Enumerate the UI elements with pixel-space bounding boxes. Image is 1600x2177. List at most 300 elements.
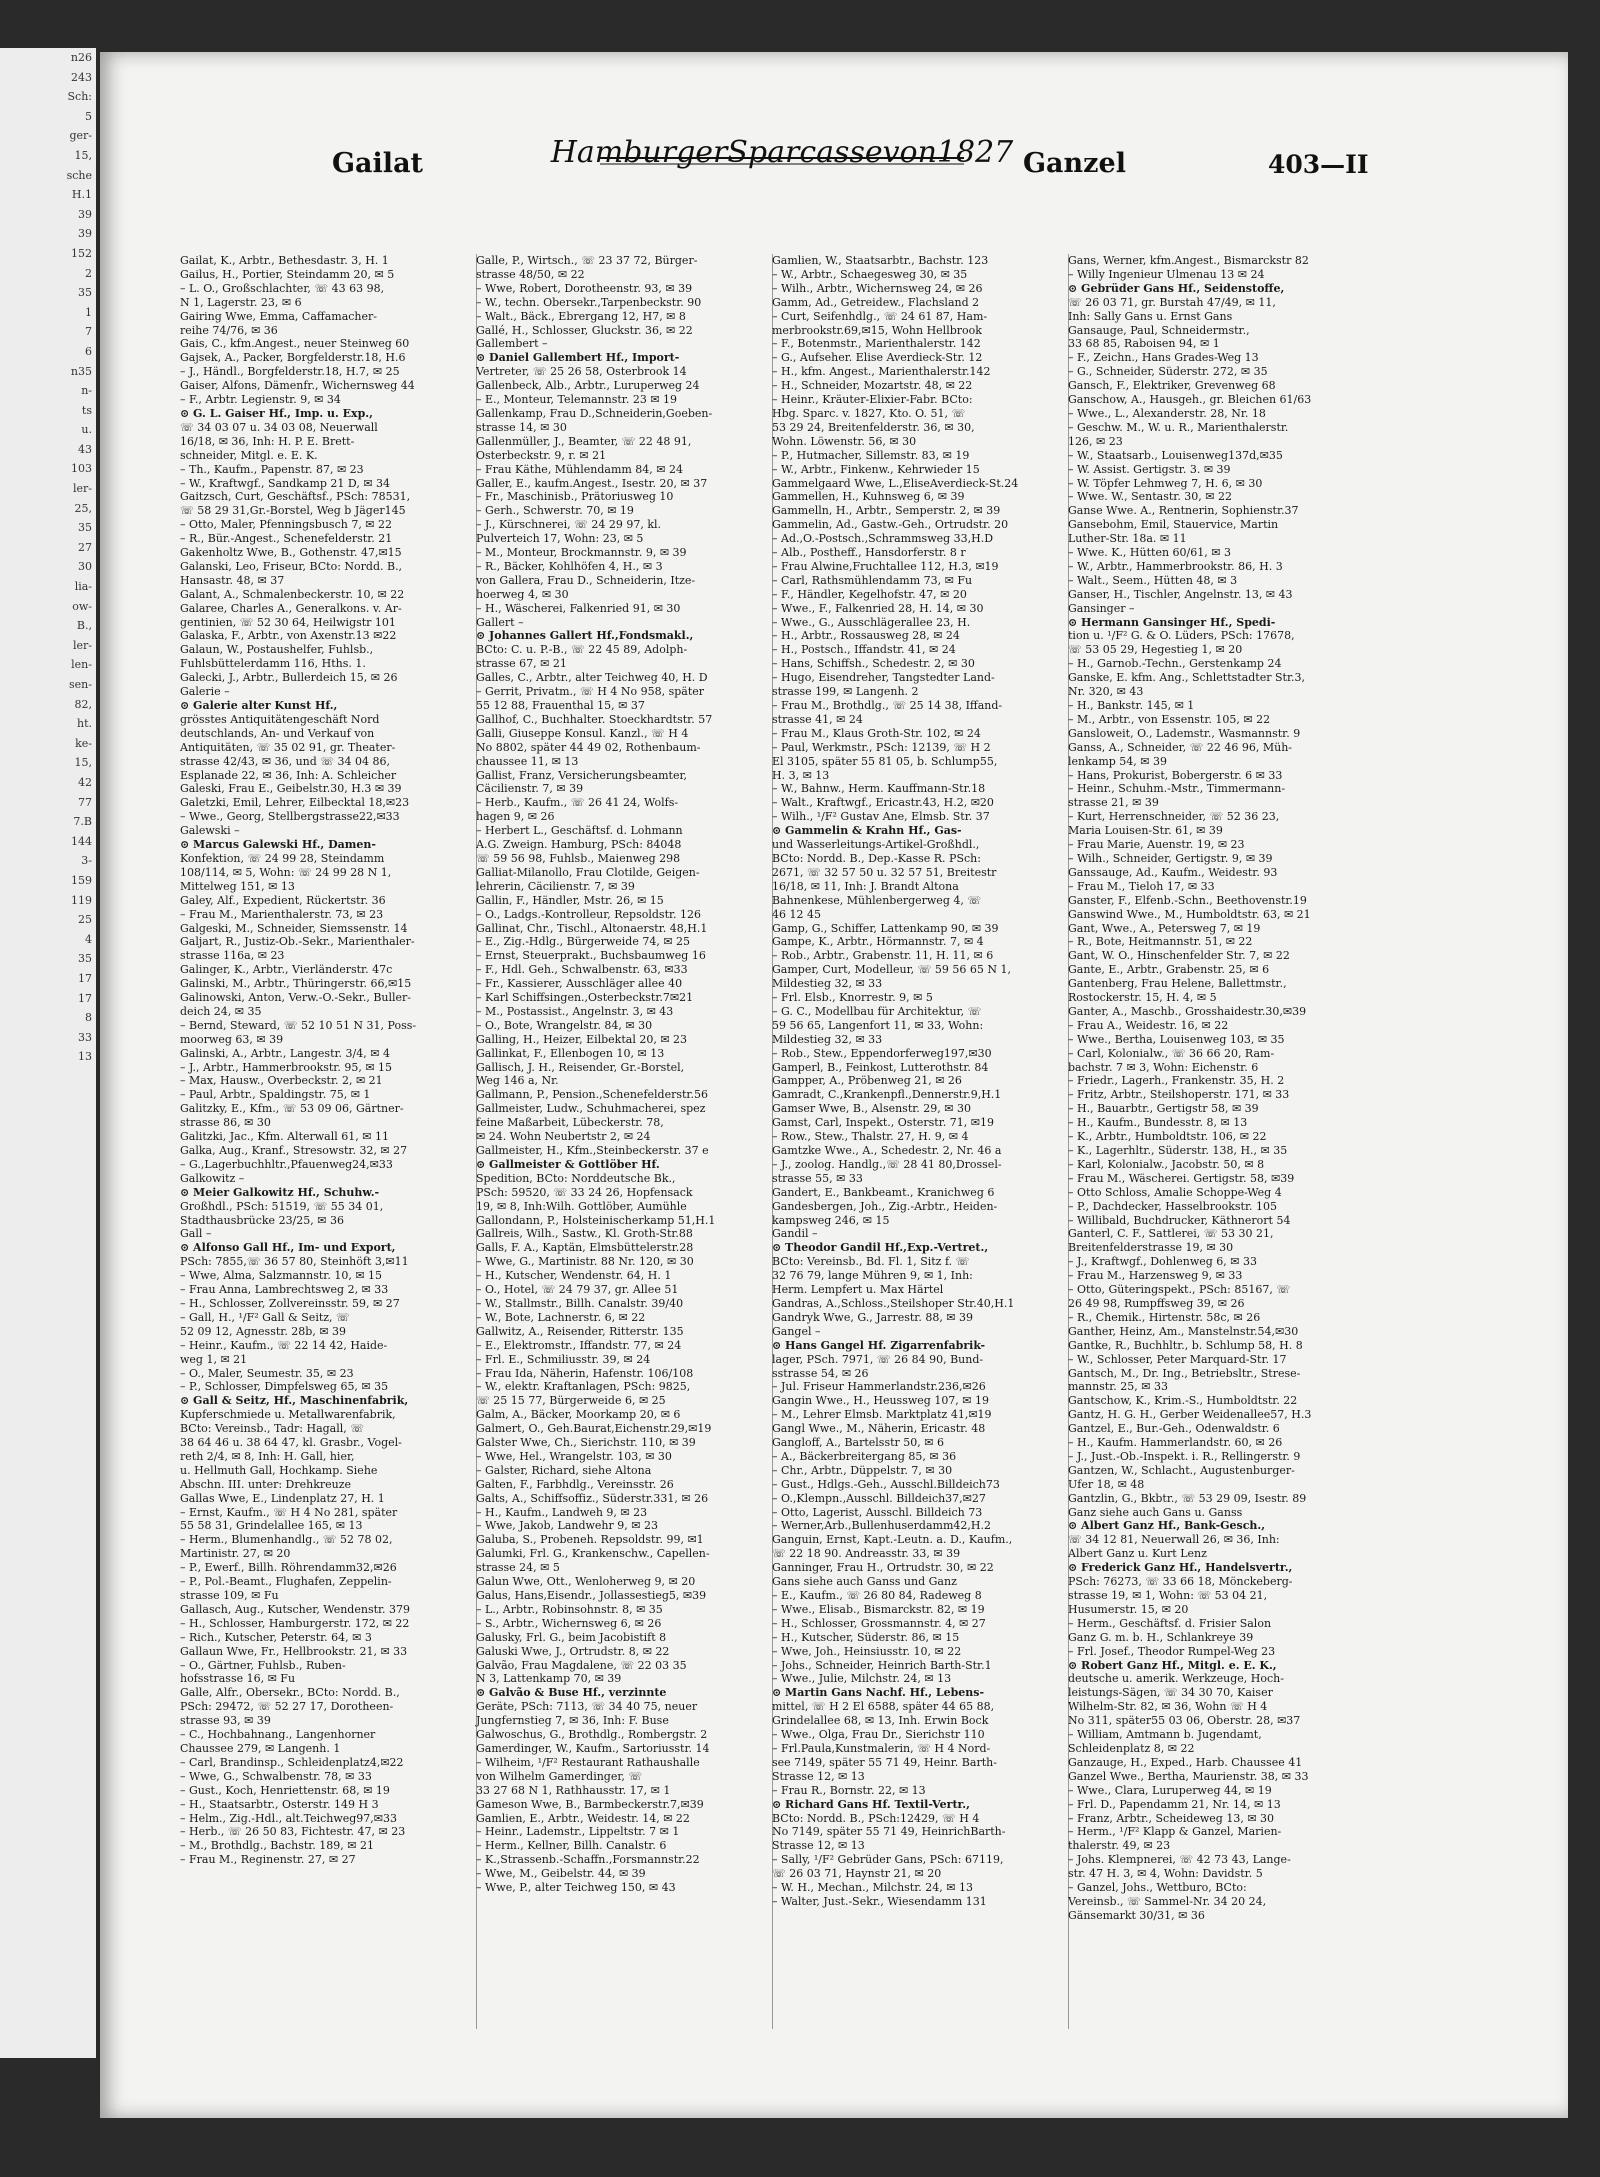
directory-entry-line: Galster Wwe, Ch., Sierichstr. 110, ✉ 39 bbox=[476, 1436, 696, 1450]
directory-entry-line: Gantzlin, G., Bkbtr., ☏ 53 29 09, Isestr. 89 bbox=[1068, 1491, 1307, 1505]
directory-entry-line: – Row., Stew., Thalstr. 27, H. 9, ✉ 4 bbox=[772, 1130, 969, 1144]
directory-entry-line: – Frl. E., Schmiliusstr. 39, ✉ 24 bbox=[476, 1352, 651, 1366]
directory-entry-line: – J., Händl., Borgfelderstr.18, H.7, ✉ 25 bbox=[180, 365, 400, 379]
directory-entry-line: Konfektion, ☏ 24 99 28, Steindamm bbox=[180, 851, 385, 865]
directory-entry-line: leistungs-Sägen, ☏ 34 30 70, Kaiser bbox=[1068, 1686, 1273, 1700]
directory-entry-line: Gamm, Ad., Getreidew., Flachsland 2 bbox=[772, 295, 980, 309]
directory-entry-line: H. 3, ✉ 13 bbox=[772, 768, 830, 782]
directory-entry-line: Galling, H., Heizer, Eilbektal 20, ✉ 23 bbox=[476, 1032, 688, 1046]
directory-entry-line: Gansebohm, Emil, Stauervice, Martin bbox=[1068, 518, 1279, 532]
header-left-word: Gailat bbox=[332, 148, 424, 179]
directory-entry-line: strasse 67, ✉ 21 bbox=[476, 657, 567, 671]
directory-entry-line: – O., Maler, Seumestr. 35, ✉ 23 bbox=[180, 1366, 354, 1380]
directory-entry-line: – Wwe., Elisab., Bismarckstr. 82, ✉ 19 bbox=[772, 1602, 985, 1616]
directory-entry-line: Ganster, F., Elfenb.-Schn., Beethovenstr.19 bbox=[1068, 893, 1307, 907]
directory-entry-line: – Alb., Postheff., Hansdorferstr. 8 r bbox=[772, 546, 966, 560]
directory-entry-line: – F., Händler, Kegelhofstr. 47, ✉ 20 bbox=[772, 587, 967, 601]
fragment-text: 15, bbox=[74, 756, 92, 770]
directory-entry-line: strasse 21, ✉ 39 bbox=[1068, 796, 1159, 810]
directory-entry-line: – Wilh., Arbtr., Wichernsweg 24, ✉ 26 bbox=[772, 281, 983, 295]
directory-entry-line: Jungfernstieg 7, ✉ 36, Inh: F. Buse bbox=[476, 1714, 669, 1728]
directory-entry-line: ☏ 26 03 71, Haynstr 21, ✉ 20 bbox=[772, 1867, 942, 1881]
directory-entry-line: Galey, Alf., Expedient, Rückertstr. 36 bbox=[180, 893, 386, 907]
directory-entry-line: – O., Ladgs.-Kontrolleur, Repsoldstr. 126 bbox=[476, 907, 702, 921]
directory-entry-line: hoerweg 4, ✉ 30 bbox=[476, 587, 569, 601]
directory-entry-line: Galles, C., Arbtr., alter Teichweg 40, H. D bbox=[476, 671, 708, 685]
directory-entry-line: – Fritz, Arbtr., Steilshoperstr. 171, ✉ 33 bbox=[1068, 1088, 1290, 1102]
directory-entry-line: Weg 146 a, Nr. bbox=[476, 1074, 559, 1088]
page-header bbox=[100, 118, 1540, 198]
directory-entry-line: – H., Postsch., Iffandstr. 41, ✉ 24 bbox=[772, 643, 956, 657]
directory-entry-line: – Frau Alwine,Fruchtallee 112, H.3, ✉19 bbox=[772, 559, 999, 573]
directory-entry-line: Gallembert – bbox=[476, 337, 548, 351]
directory-entry-line: – J., Arbtr., Hammerbrookstr. 95, ✉ 15 bbox=[180, 1060, 393, 1074]
directory-entry-line: Galle, P., Wirtsch., ☏ 23 37 72, Bürger- bbox=[476, 254, 698, 267]
directory-entry-line: Galts, A., Schiffsoffiz., Süderstr.331, ✉ 26 bbox=[476, 1491, 709, 1505]
directory-entry-line: merbrookstr.69,✉15, Wohn Hellbrook bbox=[772, 323, 982, 337]
directory-entry-line: 33 27 68 N 1, Rathhausstr. 17, ✉ 1 bbox=[476, 1783, 671, 1797]
directory-entry-line: – W., Bote, Lachnerstr. 6, ✉ 22 bbox=[476, 1310, 646, 1324]
directory-entry-line: Hbg. Sparc. v. 1827, Kto. O. 51, ☏ bbox=[772, 406, 966, 420]
directory-entry-line: Husumerstr. 15, ✉ 20 bbox=[1068, 1602, 1189, 1616]
directory-entry-line: strasse 93, ✉ 39 bbox=[180, 1714, 271, 1728]
directory-entry-line: deutsche u. amerik. Werkzeuge, Hoch- bbox=[1068, 1672, 1284, 1686]
directory-entry-line: Gant, W. O., Hinschenfelder Str. 7, ✉ 22 bbox=[1068, 949, 1290, 963]
column-3 bbox=[772, 254, 1068, 2034]
directory-entry-line: – Frau M., Harzensweg 9, ✉ 33 bbox=[1068, 1269, 1243, 1283]
directory-entry-line: strasse 199, ✉ Langenh. 2 bbox=[772, 685, 919, 699]
directory-entry-line: – Paul, Werkmstr., PSch: 12139, ☏ H 2 bbox=[772, 740, 991, 754]
directory-entry-line: Gamper, Curt, Modelleur, ☏ 59 56 65 N 1, bbox=[772, 963, 1012, 977]
directory-entry-line: 52 09 12, Agnesstr. 28b, ✉ 39 bbox=[180, 1324, 347, 1338]
directory-entry-line: – Carl, Brandinsp., Schleidenplatz4,✉22 bbox=[180, 1755, 404, 1769]
directory-entry-line: Ganzel Wwe., Bertha, Maurienstr. 38, ✉ 33 bbox=[1068, 1769, 1309, 1783]
directory-entry-line: – W., Arbtr., Finkenw., Kehrwieder 15 bbox=[772, 462, 980, 476]
directory-entry-line: BCto: Vereinsb., Bd. Fl. 1, Sitz f. ☏ bbox=[772, 1255, 970, 1269]
directory-entry-line: – Walter, Just.-Sekr., Wiesendamm 131 bbox=[772, 1894, 987, 1908]
directory-entry-line: – O., Gärtner, Fuhlsb., Ruben- bbox=[180, 1658, 346, 1672]
directory-entry-line: Breitenfelderstrasse 19, ✉ 30 bbox=[1068, 1241, 1234, 1255]
directory-entry-line: Wohn. Löwenstr. 56, ✉ 30 bbox=[772, 434, 917, 448]
directory-entry-line: – G., Aufseher. Elise Averdieck-Str. 12 bbox=[772, 351, 983, 365]
fragment-text: ts bbox=[81, 403, 92, 417]
directory-entry-line: – Heinr., Lademstr., Lippeltstr. 7 ✉ 1 bbox=[476, 1825, 680, 1839]
directory-entry-line: Galeski, Frau E., Geibelstr.30, H.3 ✉ 39 bbox=[180, 782, 402, 796]
directory-entry-line: Gandryk Wwe, G., Jarrestr. 88, ✉ 39 bbox=[772, 1310, 974, 1324]
directory-entry-line: Maria Louisen-Str. 61, ✉ 39 bbox=[1068, 824, 1223, 838]
directory-entry-line: – Geschw. M., W. u. R., Marienthalerstr. bbox=[1068, 420, 1289, 434]
directory-entry-line: Bahnenkese, Mühlenbergerweg 4, ☏ bbox=[772, 893, 982, 907]
directory-entry-line: Albert Ganz u. Kurt Lenz bbox=[1068, 1547, 1207, 1561]
directory-entry-line: Gallhof, C., Buchhalter. Stoeckhardtstr. 57 bbox=[476, 712, 713, 726]
directory-entry-line: Gandil – bbox=[772, 1227, 818, 1241]
directory-entry-line: feine Maßarbeit, Lübeckerstr. 78, bbox=[476, 1116, 664, 1130]
directory-entry-line: – R., Chemik., Hirtenstr. 58c, ✉ 26 bbox=[1068, 1310, 1261, 1324]
directory-entry-line: – Ad.,O.-Postsch.,Schrammsweg 33,H.D bbox=[772, 532, 994, 546]
directory-entry-line: – Wilheim, ¹/F² Restaurant Rathaushalle bbox=[476, 1755, 700, 1769]
directory-entry-line: – R., Bäcker, Kohlhöfen 4, H., ✉ 3 bbox=[476, 559, 663, 573]
directory-entry-line: No 8802, später 44 49 02, Rothenbaum- bbox=[476, 740, 701, 754]
directory-entry-line: – Fr., Kassierer, Ausschläger allee 40 bbox=[476, 977, 683, 991]
directory-entry-line: ⊙ Frederick Ganz Hf., Handelsvertr., bbox=[1068, 1561, 1293, 1575]
directory-entry-line: Gairing Wwe, Emma, Caffamacher- bbox=[180, 309, 377, 323]
directory-entry-line: Gallenbeck, Alb., Arbtr., Luruperweg 24 bbox=[476, 379, 700, 393]
directory-entry-line: – Carl, Rathsmühlendamm 73, ✉ Fu bbox=[772, 573, 973, 587]
fragment-text: 3- bbox=[81, 854, 92, 868]
directory-entry-line: – Helm., Zig.-Hdl., alt.Teichweg97,✉33 bbox=[180, 1811, 398, 1825]
directory-entry-line: – G., Schneider, Süderstr. 272, ✉ 35 bbox=[1068, 365, 1268, 379]
directory-entry-line: Vertreter, ☏ 25 26 58, Osterbrook 14 bbox=[476, 365, 687, 379]
directory-entry-line: – H., Schlosser, Grossmannstr. 4, ✉ 27 bbox=[772, 1616, 986, 1630]
directory-entry-line: – Chr., Arbtr., Düppelstr. 7, ✉ 30 bbox=[772, 1463, 953, 1477]
directory-entry-line: – W. H., Mechan., Milchstr. 24, ✉ 13 bbox=[772, 1881, 973, 1895]
directory-entry-line: 59 56 65, Langenfort 11, ✉ 33, Wohn: bbox=[772, 1018, 984, 1032]
directory-entry-line: – Wwe., G., Ausschlägerallee 23, H. bbox=[772, 615, 971, 629]
directory-entry-line: ⊙ Meier Galkowitz Hf., Schuhw.- bbox=[180, 1185, 380, 1199]
directory-entry-line: Galls, F. A., Kaptän, Elmsbüttelerstr.28 bbox=[476, 1241, 694, 1255]
directory-entry-line: – Wwe, Alma, Salzmannstr. 10, ✉ 15 bbox=[180, 1269, 383, 1283]
directory-entry-line: – K.,Strassenb.-Schaffn.,Forsmannstr.22 bbox=[476, 1853, 700, 1867]
fragment-text: n- bbox=[81, 384, 92, 398]
directory-entry-line: Rostockerstr. 15, H. 4, ✉ 5 bbox=[1068, 991, 1217, 1005]
directory-entry-line: Galka, Aug., Kranf., Stresowstr. 32, ✉ 27 bbox=[180, 1144, 408, 1157]
directory-entry-line: – F., Zeichn., Hans Grades-Weg 13 bbox=[1068, 351, 1259, 365]
directory-entry-line: – Wwe., Clara, Luruperweg 44, ✉ 19 bbox=[1068, 1783, 1272, 1797]
directory-entry-line: BCto: Nordd. B., Dep.-Kasse R. PSch: bbox=[772, 851, 981, 865]
directory-entry-line: Galun Wwe, Ott., Wenloherweg 9, ✉ 20 bbox=[476, 1575, 696, 1589]
directory-entry-line: Ganse Wwe. A., Rentnerin, Sophienstr.37 bbox=[1068, 504, 1299, 518]
directory-entry-line: schneider, Mitgl. e. E. K. bbox=[180, 448, 318, 462]
directory-entry-line: – Frl. D., Papendamm 21, Nr. 14, ✉ 13 bbox=[1068, 1797, 1281, 1811]
fragment-text: 30 bbox=[78, 560, 92, 574]
directory-entry-line: ⊙ Alfonso Gall Hf., Im- und Export, bbox=[180, 1241, 396, 1255]
directory-entry-line: 38 64 46 u. 38 64 47, kl. Grasbr., Vogel- bbox=[180, 1436, 402, 1450]
directory-entry-line: BCto: Nordd. B., PSch:12429, ☏ H 4 bbox=[772, 1811, 980, 1825]
directory-entry-line: strasse 19, ✉ 1, Wohn: ☏ 53 04 21, bbox=[1068, 1589, 1268, 1602]
directory-entry-line: Gallmann, P., Pension.,Schenefelderstr.56 bbox=[476, 1088, 708, 1102]
fragment-text: sen- bbox=[69, 678, 92, 691]
directory-entry-line: hofsstrasse 16, ✉ Fu bbox=[180, 1672, 296, 1686]
directory-entry-line: – Wwe, G., Schwalbenstr. 78, ✉ 33 bbox=[180, 1769, 372, 1783]
directory-entry-line: Ganswind Wwe., M., Humboldtstr. 63, ✉ 21 bbox=[1068, 907, 1311, 921]
fragment-text: len- bbox=[71, 658, 92, 672]
directory-entry-line: Mildestieg 32, ✉ 33 bbox=[772, 977, 883, 991]
directory-entry-line: – Wwe., Georg, Stellbergstrasse22,✉33 bbox=[180, 810, 400, 824]
directory-entry-line: – Wilh., ¹/F² Gustav Ane, Elmsb. Str. 37 bbox=[772, 810, 990, 824]
directory-entry-line: u. Hellmuth Gall, Hochkamp. Siehe bbox=[180, 1463, 378, 1477]
directory-entry-line: Gais, C., kfm.Angest., neuer Steinweg 60 bbox=[180, 337, 410, 351]
directory-entry-line: Gansauge, Paul, Schneidermstr., bbox=[1068, 323, 1250, 337]
directory-entry-line: A.G. Zweign. Hamburg, PSch: 84048 bbox=[476, 838, 682, 852]
directory-entry-line: – H., Wäscherei, Falkenried 91, ✉ 30 bbox=[476, 601, 681, 615]
fragment-text: ht. bbox=[76, 717, 92, 731]
directory-entry-line: – H., Schlosser, Zollvereinsstr. 59, ✉ 27 bbox=[180, 1296, 400, 1310]
directory-entry-line: sstrasse 54, ✉ 26 bbox=[772, 1366, 869, 1380]
directory-entry-line: Herm. Lempfert u. Max Härtel bbox=[772, 1283, 944, 1297]
directory-entry-line: – J., Kürschnerei, ☏ 24 29 97, kl. bbox=[476, 518, 662, 532]
directory-entry-line: ⊙ Galvão & Buse Hf., verzinnte bbox=[476, 1686, 667, 1700]
directory-entry-line: – W. Assist. Gertigstr. 3. ✉ 39 bbox=[1068, 462, 1231, 476]
directory-entry-line: – Carl, Kolonialw., ☏ 36 66 20, Ram- bbox=[1068, 1046, 1275, 1060]
fragment-text: 33 bbox=[78, 1030, 92, 1044]
directory-entry-line: – Karl Schiffsingen.,Osterbeckstr.7✉21 bbox=[476, 991, 694, 1005]
directory-entry-line: ⊙ Hans Gangel Hf. Zigarrenfabrik- bbox=[772, 1338, 986, 1352]
directory-entry-line: – Willibald, Buchdrucker, Käthnerort 54 bbox=[1068, 1213, 1291, 1227]
directory-entry-line: PSch: 7855,☏ 36 57 80, Steinhöft 3,✉11 bbox=[180, 1255, 409, 1269]
directory-entry-line: – Frau M., Tieloh 17, ✉ 33 bbox=[1068, 879, 1215, 893]
directory-entry-line: – Franz, Arbtr., Scheideweg 13, ✉ 30 bbox=[1068, 1811, 1275, 1825]
directory-entry-line: – W., Bahnw., Herm. Kauffmann-Str.18 bbox=[772, 782, 986, 796]
directory-entry-line: – H., Staatsarbtr., Osterstr. 149 H 3 bbox=[180, 1797, 379, 1811]
directory-entry-line: Gailat, K., Arbtr., Bethesdastr. 3, H. 1 bbox=[180, 254, 389, 267]
directory-entry-line: – Walt., Bäck., Ebrergang 12, H7, ✉ 8 bbox=[476, 309, 686, 323]
directory-entry-line: – Frl. Elsb., Knorrestr. 9, ✉ 5 bbox=[772, 991, 933, 1005]
page-number: 403—II bbox=[1268, 150, 1369, 179]
directory-entry-line: Gammellen, H., Kuhnsweg 6, ✉ 39 bbox=[772, 490, 965, 504]
directory-entry-line: Galerie – bbox=[180, 685, 230, 699]
fragment-text: 7 bbox=[85, 325, 92, 339]
directory-entry-line: – L., Arbtr., Robinsohnstr. 8, ✉ 35 bbox=[476, 1602, 663, 1616]
directory-entry-line: Galliat-Milanollo, Frau Clotilde, Geigen- bbox=[476, 865, 700, 879]
directory-entry-line: Galaska, F., Arbtr., von Axenstr.13 ✉22 bbox=[180, 629, 397, 643]
directory-entry-line: strasse 86, ✉ 30 bbox=[180, 1116, 271, 1130]
directory-entry-line: Gallenkamp, Frau D.,Schneiderin,Goeben- bbox=[476, 406, 713, 420]
directory-entry-line: – Willy Ingenieur Ulmenau 13 ✉ 24 bbox=[1068, 267, 1265, 281]
directory-entry-line: – Wwe., L., Alexanderstr. 28, Nr. 18 bbox=[1068, 406, 1266, 420]
directory-entry-line: – J., Just.-Ob.-Inspekt. i. R., Rellingerstr. 9 bbox=[1068, 1449, 1301, 1463]
directory-entry-line: Galwoschus, G., Brothdlg., Rombergstr. 2 bbox=[476, 1728, 708, 1742]
directory-entry-line: Gansch, F., Elektriker, Grevenweg 68 bbox=[1068, 379, 1276, 393]
directory-entry-line: strasse 109, ✉ Fu bbox=[180, 1589, 279, 1602]
directory-entry-line: bachstr. 7 ✉ 3, Wohn: Eichenstr. 6 bbox=[1068, 1060, 1259, 1074]
directory-entry-line: – Wwe., Bertha, Louisenweg 103, ✉ 35 bbox=[1068, 1032, 1285, 1046]
directory-entry-line: grösstes Antiquitätengeschäft Nord bbox=[180, 712, 380, 726]
directory-entry-line: Galinski, M., Arbtr., Thüringerstr. 66,✉15 bbox=[180, 977, 412, 991]
directory-entry-line: 2671, ☏ 32 57 50 u. 32 57 51, Breitestr bbox=[772, 865, 997, 879]
directory-entry-line: Galinowski, Anton, Verw.-O.-Sekr., Buller- bbox=[180, 991, 412, 1005]
fragment-text: 43 bbox=[78, 442, 92, 456]
directory-entry-line: 55 12 88, Frauenthal 15, ✉ 37 bbox=[476, 699, 645, 712]
directory-entry-line: – Friedr., Lagerh., Frankenstr. 35, H. 2 bbox=[1068, 1074, 1285, 1088]
directory-entry-line: Gallasch, Aug., Kutscher, Wendenstr. 379 bbox=[180, 1602, 411, 1616]
directory-entry-line: – G. C., Modellbau für Architektur, ☏ bbox=[772, 1004, 982, 1018]
fragment-text: ow- bbox=[72, 599, 92, 613]
directory-entry-line: – Kurt, Herrenschneider, ☏ 52 36 23, bbox=[1068, 810, 1280, 824]
directory-entry-line: – Wwe. W., Sentastr. 30, ✉ 22 bbox=[1068, 490, 1233, 504]
directory-entry-line: strasse 48/50, ✉ 22 bbox=[476, 267, 585, 281]
directory-entry-line: Gallmeister, Ludw., Schuhmacherei, spez bbox=[476, 1102, 706, 1116]
directory-entry-line: ⊙ Marcus Galewski Hf., Damen- bbox=[180, 838, 376, 852]
directory-entry-line: – Hans, Schiffsh., Schedestr. 2, ✉ 30 bbox=[772, 657, 975, 671]
fragment-text: 103 bbox=[71, 462, 92, 476]
directory-entry-line: No 7149, später 55 71 49, HeinrichBarth- bbox=[772, 1825, 1006, 1839]
directory-entry-line: Ganschow, A., Hausgeh., gr. Bleichen 61/63 bbox=[1068, 393, 1312, 407]
directory-entry-line: Fuhlsbüttelerdamm 116, Hths. 1. bbox=[180, 657, 366, 671]
directory-entry-line: – H., kfm. Angest., Marienthalerstr.142 bbox=[772, 365, 991, 379]
directory-entry-line: Gallin, F., Händler, Mstr. 26, ✉ 15 bbox=[476, 893, 664, 907]
directory-entry-line: – Heinr., Schuhm.-Mstr., Timmermann- bbox=[1068, 782, 1286, 796]
directory-entry-line: BCto: C. u. P.-B., ☏ 22 45 89, Adolph- bbox=[476, 643, 688, 657]
directory-entry-line: – H., Schlosser, Hamburgerstr. 172, ✉ 22 bbox=[180, 1616, 410, 1630]
directory-entry-line: Galetzki, Emil, Lehrer, Eilbecktal 18,✉23 bbox=[180, 796, 410, 810]
directory-entry-line: – Frau M., Klaus Groth-Str. 102, ✉ 24 bbox=[772, 726, 981, 740]
directory-entry-line: Gallert – bbox=[476, 615, 524, 629]
directory-entry-line: 53 29 24, Breitenfelderstr. 36, ✉ 30, bbox=[772, 420, 975, 434]
directory-entry-line: 16/18, ✉ 36, Inh: H. P. E. Brett- bbox=[180, 434, 355, 448]
directory-entry-line: Galant, A., Schmalenbeckerstr. 10, ✉ 22 bbox=[180, 587, 405, 601]
directory-entry-line: – Wwe, Hel., Wrangelstr. 103, ✉ 30 bbox=[476, 1449, 672, 1463]
directory-entry-line: – Bernd, Steward, ☏ 52 10 51 N 31, Poss- bbox=[180, 1018, 417, 1032]
directory-entry-line: – Curt, Seifenhdlg., ☏ 24 61 87, Ham- bbox=[772, 309, 988, 323]
directory-entry-line: – W., Arbtr., Hammerbrookstr. 86, H. 3 bbox=[1068, 559, 1283, 573]
directory-entry-line: Gammelgaard Wwe, L.,EliseAverdieck-St.24 bbox=[772, 476, 1019, 490]
directory-entry-line: ⊙ Robert Ganz Hf., Mitgl. e. E. K., bbox=[1068, 1658, 1277, 1672]
directory-entry-line: Gallwitz, A., Reisender, Ritterstr. 135 bbox=[476, 1324, 684, 1338]
directory-entry-line: Galitzky, E., Kfm., ☏ 53 09 06, Gärtner- bbox=[180, 1102, 404, 1116]
directory-entry-line: – E., Monteur, Telemannstr. 23 ✉ 19 bbox=[476, 393, 678, 407]
directory-entry-line: – W., Arbtr., Schaegesweg 30, ✉ 35 bbox=[772, 267, 968, 281]
directory-entry-line: Gangl Wwe., M., Näherin, Ericastr. 48 bbox=[772, 1422, 986, 1436]
directory-entry-line: – Gall, H., ¹/F² Gall & Seitz, ☏ bbox=[180, 1310, 350, 1324]
directory-entry-line: – Frau R., Bornstr. 22, ✉ 13 bbox=[772, 1783, 926, 1797]
directory-entry-line: Ganser, H., Tischler, Angelnstr. 13, ✉ 43 bbox=[1068, 587, 1293, 601]
directory-entry-line: und Wasserleitungs-Artikel-Großhdl., bbox=[772, 838, 980, 852]
directory-entry-line: – Hugo, Eisendreher, Tangstedter Land- bbox=[772, 671, 995, 685]
directory-entry-line: – Walt., Seem., Hütten 48, ✉ 3 bbox=[1068, 573, 1238, 587]
directory-entry-line: – W., techn. Obersekr.,Tarpenbeckstr. 90 bbox=[476, 295, 702, 309]
directory-entry-line: ⊙ Martin Gans Nachf. Hf., Lebens- bbox=[772, 1686, 985, 1700]
directory-entry-line: ⊙ Theodor Gandil Hf.,Exp.-Vertret., bbox=[772, 1241, 989, 1255]
directory-entry-line: strasse 55, ✉ 33 bbox=[772, 1171, 863, 1185]
directory-entry-line: – Frau M., Brothdlg., ☏ 25 14 38, Iffand- bbox=[772, 699, 1003, 712]
fragment-text: u. bbox=[81, 423, 92, 437]
directory-entry-line: – Frl. Josef., Theodor Rumpel-Weg 23 bbox=[1068, 1644, 1276, 1658]
directory-entry-line: strasse 14, ✉ 30 bbox=[476, 420, 567, 434]
directory-entry-line: Ganzauge, H., Exped., Harb. Chaussee 41 bbox=[1068, 1755, 1303, 1769]
directory-entry-line: ⊙ Richard Gans Hf. Textil-Vertr., bbox=[772, 1797, 970, 1811]
directory-entry-line: ⊙ Gallmeister & Gottlöber Hf. bbox=[476, 1157, 660, 1171]
directory-entry-line: 32 76 79, lange Mühren 9, ✉ 1, Inh: bbox=[772, 1269, 973, 1283]
directory-entry-line: – K., Arbtr., Humboldtstr. 106, ✉ 22 bbox=[1068, 1130, 1267, 1144]
directory-entry-line: reth 2/4, ✉ 8, Inh: H. Gall, hier, bbox=[180, 1449, 355, 1463]
column-1 bbox=[180, 254, 476, 2034]
directory-entry-line: Galli, Giuseppe Konsul. Kanzl., ☏ H 4 bbox=[476, 726, 689, 740]
directory-entry-line: – Wwe, G., Martinistr. 88 Nr. 120, ✉ 30 bbox=[476, 1255, 694, 1269]
fragment-text: lia- bbox=[74, 580, 92, 594]
fragment-text: 152 bbox=[71, 246, 92, 260]
directory-entry-line: – Wwe. K., Hütten 60/61, ✉ 3 bbox=[1068, 546, 1231, 560]
directory-entry-line: Galaun, W., Postaushelfer, Fuhlsb., bbox=[180, 643, 374, 657]
directory-entry-line: – Karl, Kolonialw., Jacobstr. 50, ✉ 8 bbox=[1068, 1157, 1265, 1171]
directory-entry-line: Galusky, Frl. G., beim Jacobistift 8 bbox=[476, 1630, 667, 1644]
directory-entry-line: – O., Hotel, ☏ 24 79 37, gr. Allee 51 bbox=[476, 1283, 679, 1297]
directory-entry-line: – E., Zig.-Hdlg., Bürgerweide 74, ✉ 25 bbox=[476, 935, 691, 949]
directory-entry-line: moorweg 63, ✉ 39 bbox=[180, 1032, 284, 1046]
directory-entry-line: Gansloweit, O., Lademstr., Wasmannstr. 9 bbox=[1068, 726, 1301, 740]
directory-entry-line: Galler, E., kaufm.Angest., Isestr. 20, ✉ 37 bbox=[476, 476, 708, 490]
directory-entry-line: Galanski, Leo, Friseur, BCto: Nordd. B., bbox=[180, 559, 403, 573]
directory-entry-line: No 311, später55 03 06, Oberstr. 28, ✉37 bbox=[1068, 1714, 1301, 1728]
directory-entry-line: Galmert, O., Geh.Baurat,Eichenstr.29,✉19 bbox=[476, 1422, 712, 1436]
fragment-text: ler- bbox=[72, 638, 92, 652]
directory-entry-line: – Otto, Lagerist, Ausschl. Billdeich 73 bbox=[772, 1505, 983, 1519]
directory-entry-line: 55 58 31, Grindelallee 165, ✉ 13 bbox=[180, 1519, 363, 1533]
fragment-text: 144 bbox=[71, 834, 92, 848]
directory-entry-line: – Wilh., Schneider, Gertigstr. 9, ✉ 39 bbox=[1068, 851, 1273, 865]
fragment-text: 4 bbox=[85, 932, 92, 946]
directory-entry-line: lehrerin, Cäcilienstr. 7, ✉ 39 bbox=[476, 879, 635, 893]
directory-entry-line: – Heinr., Kräuter-Elixier-Fabr. BCto: bbox=[772, 393, 973, 407]
directory-entry-line: – Wwe, Joh., Heinsiusstr. 10, ✉ 22 bbox=[772, 1644, 962, 1658]
directory-entry-line: str. 47 H. 3, ✉ 4, Wohn: Davidstr. 5 bbox=[1068, 1867, 1263, 1881]
directory-entry-line: Esplanade 22, ✉ 36, Inh: A. Schleicher bbox=[180, 768, 397, 782]
directory-entry-line: Geräte, PSch: 7113, ☏ 34 40 75, neuer bbox=[476, 1700, 698, 1714]
directory-entry-line: – Max, Hausw., Overbeckstr. 2, ✉ 21 bbox=[180, 1074, 383, 1088]
directory-entry-line: ⊙ Hermann Gansinger Hf., Spedi- bbox=[1068, 615, 1276, 629]
directory-entry-line: – W., Staatsarb., Louisenweg137d,✉35 bbox=[1068, 448, 1283, 462]
fragment-text: 6 bbox=[85, 344, 92, 358]
directory-entry-line: – Herm., ¹/F² Klapp & Ganzel, Marien- bbox=[1068, 1825, 1282, 1839]
directory-entry-line: PSch: 76273, ☏ 33 66 18, Mönckeberg- bbox=[1068, 1575, 1293, 1589]
directory-entry-line: – Johs. Klempnerei, ☏ 42 73 43, Lange- bbox=[1068, 1853, 1291, 1867]
directory-entry-line: Großhdl., PSch: 51519, ☏ 55 34 01, bbox=[180, 1199, 384, 1213]
fragment-text: 17 bbox=[78, 971, 92, 985]
directory-entry-line: Gamerdinger, W., Kaufm., Sartoriusstr. 14 bbox=[476, 1741, 710, 1755]
fragment-text: 35 bbox=[78, 521, 92, 535]
directory-entry-line: Gantschow, K., Krim.-S., Humboldtstr. 22 bbox=[1068, 1394, 1298, 1408]
directory-entry-line: – H., Kaufm., Landweh 9, ✉ 23 bbox=[476, 1505, 648, 1519]
directory-entry-line: lenkamp 54, ✉ 39 bbox=[1068, 754, 1168, 768]
directory-entry-line: – Rob., Arbtr., Grabenstr. 11, H. 11, ✉ 6 bbox=[772, 949, 994, 963]
directory-entry-line: Galaree, Charles A., Generalkons. v. Ar- bbox=[180, 601, 402, 615]
directory-entry-line: – J., Kraftwgf., Dohlenweg 6, ✉ 33 bbox=[1068, 1255, 1257, 1269]
directory-entry-line: – W., Stallmstr., Billh. Canalstr. 39/40 bbox=[476, 1296, 684, 1310]
directory-entry-line: Gammelln, H., Arbtr., Semperstr. 2, ✉ 39 bbox=[772, 504, 1001, 518]
directory-entry-line: Ganterl, C. F., Sattlerei, ☏ 53 30 21, bbox=[1068, 1227, 1274, 1241]
fragment-text: sche bbox=[66, 168, 92, 182]
directory-entry-line: Kupferschmiede u. Metallwarenfabrik, bbox=[180, 1408, 396, 1422]
directory-entry-line: Gamperl, B., Feinkost, Lutterothstr. 84 bbox=[772, 1060, 989, 1074]
directory-entry-line: – Gust., Koch, Henriettenstr. 68, ✉ 19 bbox=[180, 1783, 390, 1797]
fragment-text: n26 bbox=[70, 51, 92, 64]
fragment-text: 82, bbox=[74, 697, 92, 711]
directory-entry-line: – M., Lehrer Elmsb. Marktplatz 41,✉19 bbox=[772, 1408, 992, 1422]
directory-entry-line: Gallist, Franz, Versicherungsbeamter, bbox=[476, 768, 688, 782]
directory-entry-line: Gamst, Carl, Inspekt., Osterstr. 71, ✉19 bbox=[772, 1116, 994, 1130]
directory-entry-line: Galecki, J., Arbtr., Bullerdeich 15, ✉ 26 bbox=[180, 671, 398, 685]
directory-entry-line: – S., Arbtr., Wichernsweg 6, ✉ 26 bbox=[476, 1616, 662, 1630]
directory-entry-line: Gallondann, P., Holsteinischerkamp 51,H.1 bbox=[476, 1213, 716, 1227]
directory-entry-line: – W. Töpfer Lehmweg 7, H. 6, ✉ 30 bbox=[1068, 476, 1263, 490]
directory-entry-line: – W., Schlosser, Peter Marquard-Str. 17 bbox=[1068, 1352, 1287, 1366]
directory-entry-line: ⊙ Daniel Gallembert Hf., Import- bbox=[476, 351, 680, 365]
directory-entry-line: – Johs., Schneider, Heinrich Barth-Str.1 bbox=[772, 1658, 992, 1672]
directory-entry-line: – W., Kraftwgf., Sandkamp 21 D, ✉ 34 bbox=[180, 476, 391, 490]
directory-entry-line: – A., Bäckerbreitergang 85, ✉ 36 bbox=[772, 1449, 957, 1463]
directory-entry-line: ⊙ G. L. Gaiser Hf., Imp. u. Exp., bbox=[180, 406, 373, 420]
directory-entry-line: El 3105, später 55 81 05, b. Schlump55, bbox=[772, 754, 998, 768]
directory-entry-line: Gänsemarkt 30/31, ✉ 36 bbox=[1068, 1908, 1205, 1922]
directory-entry-line: – Wwe, M., Geibelstr. 44, ✉ 39 bbox=[476, 1867, 646, 1881]
directory-entry-line: PSch: 59520, ☏ 33 24 26, Hopfensack bbox=[476, 1185, 693, 1199]
directory-entry-line: Pulverteich 17, Wohn: 23, ✉ 5 bbox=[476, 532, 644, 546]
directory-entry-line: Galuski Wwe, J., Ortrudstr. 8, ✉ 22 bbox=[476, 1644, 670, 1658]
directory-entry-line: Gangin Wwe., H., Heussweg 107, ✉ 19 bbox=[772, 1394, 990, 1408]
directory-entry-line: – Wwe, Jakob, Landwehr 9, ✉ 23 bbox=[476, 1519, 658, 1533]
directory-entry-line: Gamradt, C.,Krankenpfl.,Dennerstr.9,H.1 bbox=[772, 1088, 1002, 1102]
directory-entry-line: – M., Postassist., Angelnstr. 3, ✉ 43 bbox=[476, 1004, 674, 1018]
directory-entry-line: – F., Arbtr. Legienstr. 9, ✉ 34 bbox=[180, 393, 341, 407]
